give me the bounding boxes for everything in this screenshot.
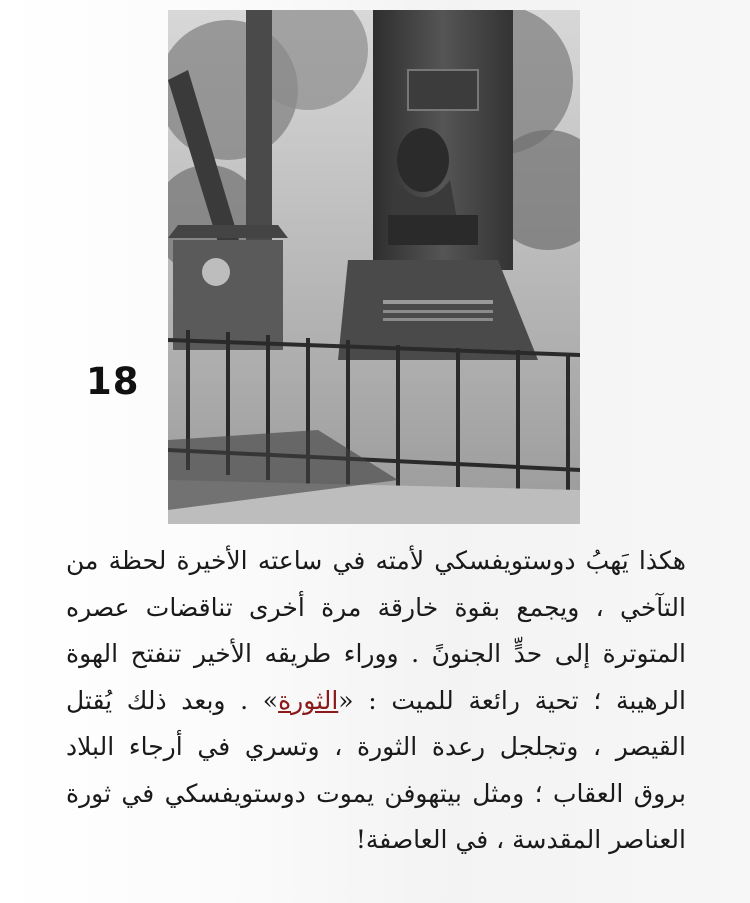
paragraph-line: القيصر ، وتجلجل رعدة الثورة ، وتسري في أرجاء البلاد — [66, 732, 686, 761]
grave-monument-photo — [168, 10, 580, 524]
paragraph-line: العناصر المقدسة ، في العاصفة! — [355, 825, 686, 854]
paragraph-line: هكذا يَهبُ دوستويفسكي لأمته في ساعته الأخيرة لحظة من — [66, 546, 686, 575]
paragraph — [66, 538, 686, 864]
line-fragment: الرهيبة ؛ تحية رائعة للميت : « — [338, 685, 686, 715]
paragraph-line — [66, 678, 686, 725]
paragraph-line: التآخي ، ويجمع بقوة خارقة مرة أخرى تناقضات عصره — [66, 592, 686, 622]
revolution-link[interactable]: الثورة — [278, 685, 339, 715]
paragraph-line: المتوترة إلى حدٍّ الجنونً . ووراء طريقه الأخير تنفتح الهوة — [66, 639, 686, 668]
grave-monument-illustration — [168, 10, 580, 524]
line-fragment: » . وبعد ذلك يُقتل — [66, 685, 279, 715]
paragraph-line: بروق العقاب ؛ ومثل بيتهوفن يموت دوستويفسكي في ثورة — [66, 778, 686, 808]
page-number: 18 — [86, 360, 140, 403]
